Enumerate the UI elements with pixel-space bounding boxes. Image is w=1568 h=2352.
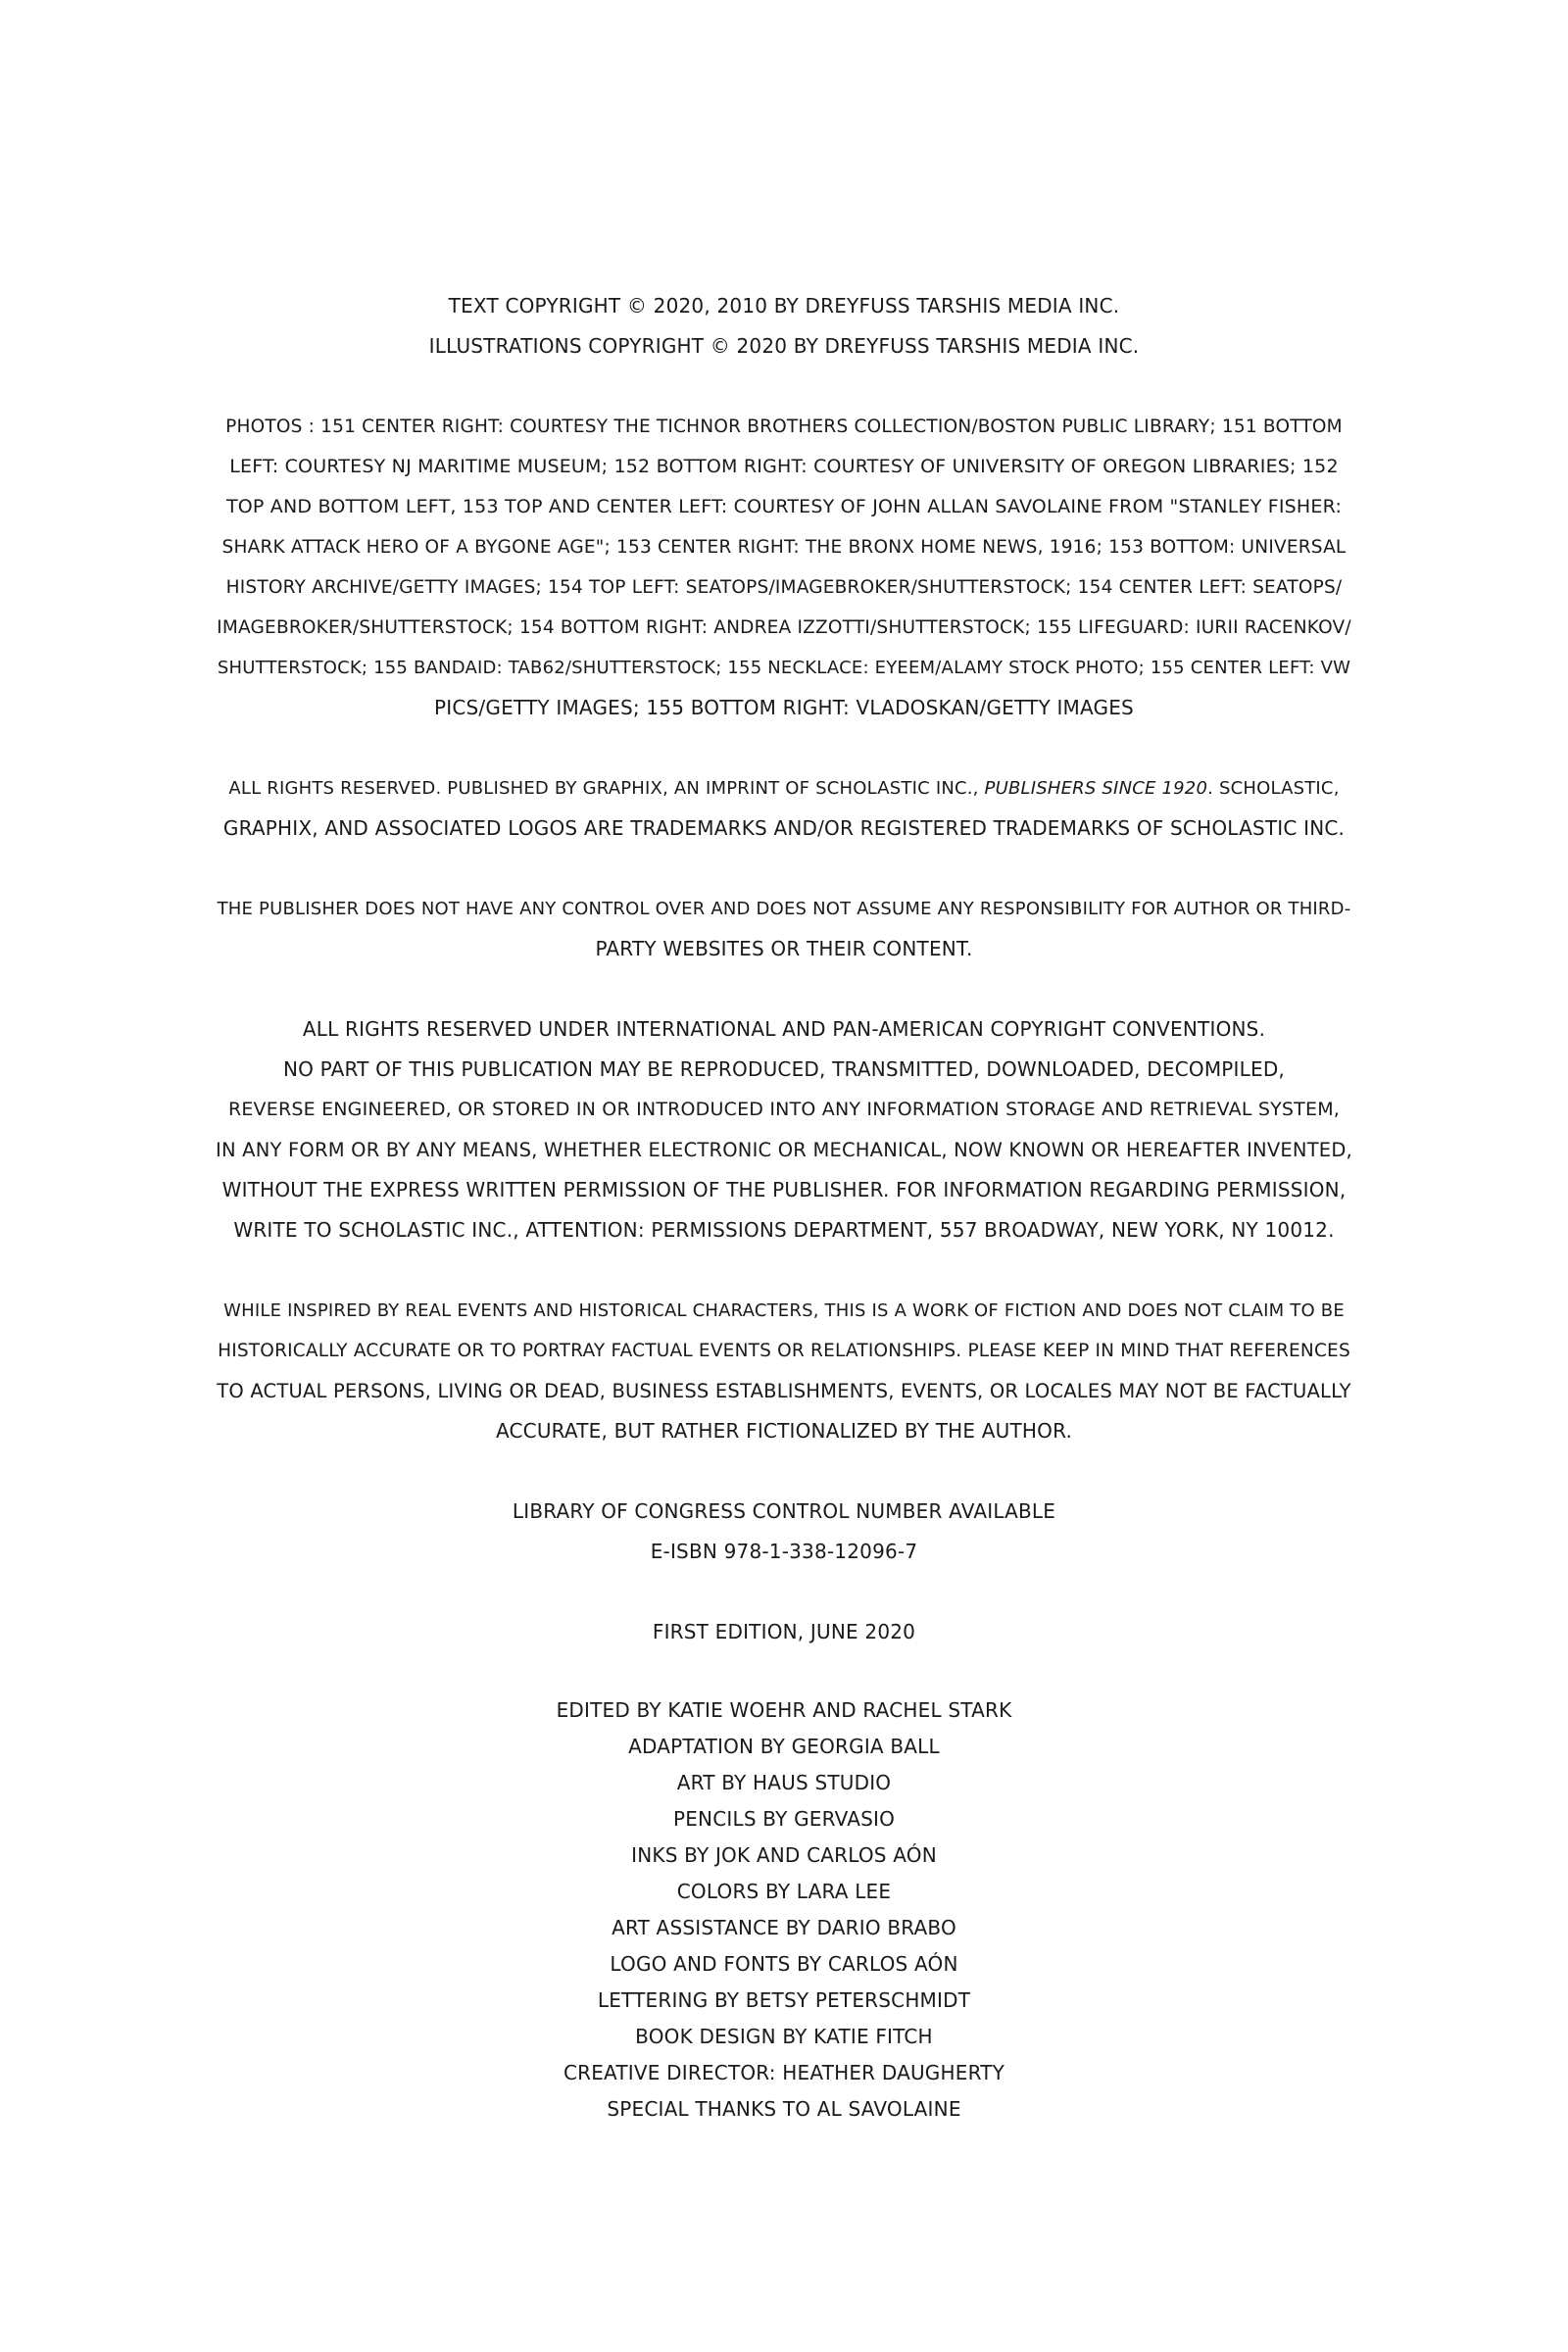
conventions-line: NO PART OF THIS PUBLICATION MAY BE REPRODUCED, TRANSMITTED, DOWNLOADED, DECOMPILED, [282, 1057, 1285, 1081]
fiction-notice-block [216, 1291, 1352, 1451]
text-copyright: TEXT COPYRIGHT © 2020, 2010 BY DREYFUSS TARSHIS MEDIA INC. [448, 294, 1120, 318]
rights-text-part1: ALL RIGHTS RESERVED. PUBLISHED BY GRAPHIX, AN IMPRINT OF SCHOLASTIC INC., [228, 778, 985, 799]
credits-block [216, 1692, 1352, 2128]
credit-line: LETTERING BY BETSY PETERSCHMIDT [597, 1988, 971, 2012]
credit-line: SPECIAL THANKS TO AL SAVOLAINE [607, 2097, 961, 2121]
rights-text-part2: . SCHOLASTIC, [1207, 778, 1340, 799]
credit-line: INKS BY JOK AND CARLOS AÓN [631, 1843, 937, 1867]
copyright-block [216, 286, 1352, 367]
e-isbn: E-ISBN 978-1-338-12096-7 [650, 1540, 918, 1563]
conventions-line: WRITE TO SCHOLASTIC INC., ATTENTION: PERMISSIONS DEPARTMENT, 557 BROADWAY, NEW YORK, NY 10012. [233, 1218, 1335, 1242]
edition-line: FIRST EDITION, JUNE 2020 [652, 1620, 916, 1643]
copyright-page [216, 286, 1352, 2168]
publisher-notice-line: THE PUBLISHER DOES NOT HAVE ANY CONTROL OVER AND DOES NOT ASSUME ANY RESPONSIBILITY FOR AUTHOR OR THIRD- [217, 899, 1351, 919]
fiction-notice-line: WHILE INSPIRED BY REAL EVENTS AND HISTORICAL CHARACTERS, THIS IS A WORK OF FICTION AND DOES NOT CLAIM TO BE [223, 1300, 1345, 1321]
conventions-line: IN ANY FORM OR BY ANY MEANS, WHETHER ELECTRONIC OR MECHANICAL, NOW KNOWN OR HEREAFTER INVENTED, [216, 1139, 1352, 1161]
photo-credit-line: TOP AND BOTTOM LEFT, 153 TOP AND CENTER LEFT: COURTESY OF JOHN ALLAN SAVOLAINE FROM "STANLEY FISHER: [225, 496, 1343, 517]
rights-line-1 [216, 768, 1352, 808]
conventions-line: WITHOUT THE EXPRESS WRITTEN PERMISSION OF THE PUBLISHER. FOR INFORMATION REGARDING PERMISSION, [221, 1178, 1347, 1201]
catalog-block [216, 1492, 1352, 1572]
publisher-notice-block [216, 889, 1352, 969]
fiction-notice-line: ACCURATE, BUT RATHER FICTIONALIZED BY THE AUTHOR. [495, 1419, 1073, 1443]
conventions-block [216, 1009, 1352, 1250]
credit-line: ART ASSISTANCE BY DARIO BRABO [612, 1916, 956, 1939]
edition-block [216, 1612, 1352, 1652]
conventions-line: REVERSE ENGINEERED, OR STORED IN OR INTRODUCED INTO ANY INFORMATION STORAGE AND RETRIEVAL SYSTEM, [227, 1099, 1341, 1120]
fiction-notice-line: TO ACTUAL PERSONS, LIVING OR DEAD, BUSINESS ESTABLISHMENTS, EVENTS, OR LOCALES MAY NOT BE FACTUALLY [217, 1380, 1351, 1402]
fiction-notice-line: HISTORICALLY ACCURATE OR TO PORTRAY FACTUAL EVENTS OR RELATIONSHIPS. PLEASE KEEP IN MIND THAT REFERENCES [218, 1341, 1350, 1361]
credit-line: LOGO AND FONTS BY CARLOS AÓN [610, 1952, 958, 1976]
conventions-line: ALL RIGHTS RESERVED UNDER INTERNATIONAL AND PAN-AMERICAN COPYRIGHT CONVENTIONS. [302, 1017, 1266, 1041]
photo-credit-line: HISTORY ARCHIVE/GETTY IMAGES; 154 TOP LEFT: SEATOPS/IMAGEBROKER/SHUTTERSTOCK; 154 CENTER LEFT: SEATOPS/ [225, 577, 1343, 598]
photo-credits [216, 407, 1352, 728]
photo-credit-line: SHARK ATTACK HERO OF A BYGONE AGE"; 153 CENTER RIGHT: THE BRONX HOME NEWS, 1916; 153 BOTTOM: UNIVERSAL [221, 537, 1347, 558]
rights-reserved-block [216, 768, 1352, 849]
photo-credit-line: LEFT: COURTESY NJ MARITIME MUSEUM; 152 BOTTOM RIGHT: COURTESY OF UNIVERSITY OF OREGON LIBRARIES; 152 [229, 456, 1339, 477]
illustrations-copyright: ILLUSTRATIONS COPYRIGHT © 2020 BY DREYFUSS TARSHIS MEDIA INC. [428, 334, 1140, 358]
publishers-since-italic: PUBLISHERS SINCE 1920 [984, 778, 1208, 799]
credit-line: CREATIVE DIRECTOR: HEATHER DAUGHERTY [563, 2061, 1005, 2084]
credit-line: ADAPTATION BY GEORGIA BALL [628, 1735, 940, 1758]
publisher-notice-line: PARTY WEBSITES OR THEIR CONTENT. [595, 937, 973, 960]
photo-credit-line: SHUTTERSTOCK; 155 BANDAID: TAB62/SHUTTERSTOCK; 155 NECKLACE: EYEEM/ALAMY STOCK PHOTO; 155 CENTER LEFT: VW [217, 658, 1351, 678]
credit-line: COLORS BY LARA LEE [676, 1880, 892, 1903]
rights-line-2: GRAPHIX, AND ASSOCIATED LOGOS ARE TRADEMARKS AND/OR REGISTERED TRADEMARKS OF SCHOLASTIC INC. [222, 816, 1346, 840]
credit-line: BOOK DESIGN BY KATIE FITCH [635, 2025, 933, 2048]
credit-line: EDITED BY KATIE WOEHR AND RACHEL STARK [556, 1698, 1012, 1722]
photo-credit-line: PICS/GETTY IMAGES; 155 BOTTOM RIGHT: VLADOSKAN/GETTY IMAGES [434, 696, 1134, 719]
credit-line: PENCILS BY GERVASIO [672, 1807, 896, 1831]
photo-credit-line: PHOTOS : 151 CENTER RIGHT: COURTESY THE TICHNOR BROTHERS COLLECTION/BOSTON PUBLIC LIBRARY; 151 BOTTOM [225, 416, 1343, 437]
credit-line: ART BY HAUS STUDIO [676, 1771, 892, 1794]
loc-control-number: LIBRARY OF CONGRESS CONTROL NUMBER AVAILABLE [512, 1499, 1056, 1523]
photo-credit-line: IMAGEBROKER/SHUTTERSTOCK; 154 BOTTOM RIGHT: ANDREA IZZOTTI/SHUTTERSTOCK; 155 LIFEGUARD: IURII RACENKOV/ [217, 617, 1351, 638]
